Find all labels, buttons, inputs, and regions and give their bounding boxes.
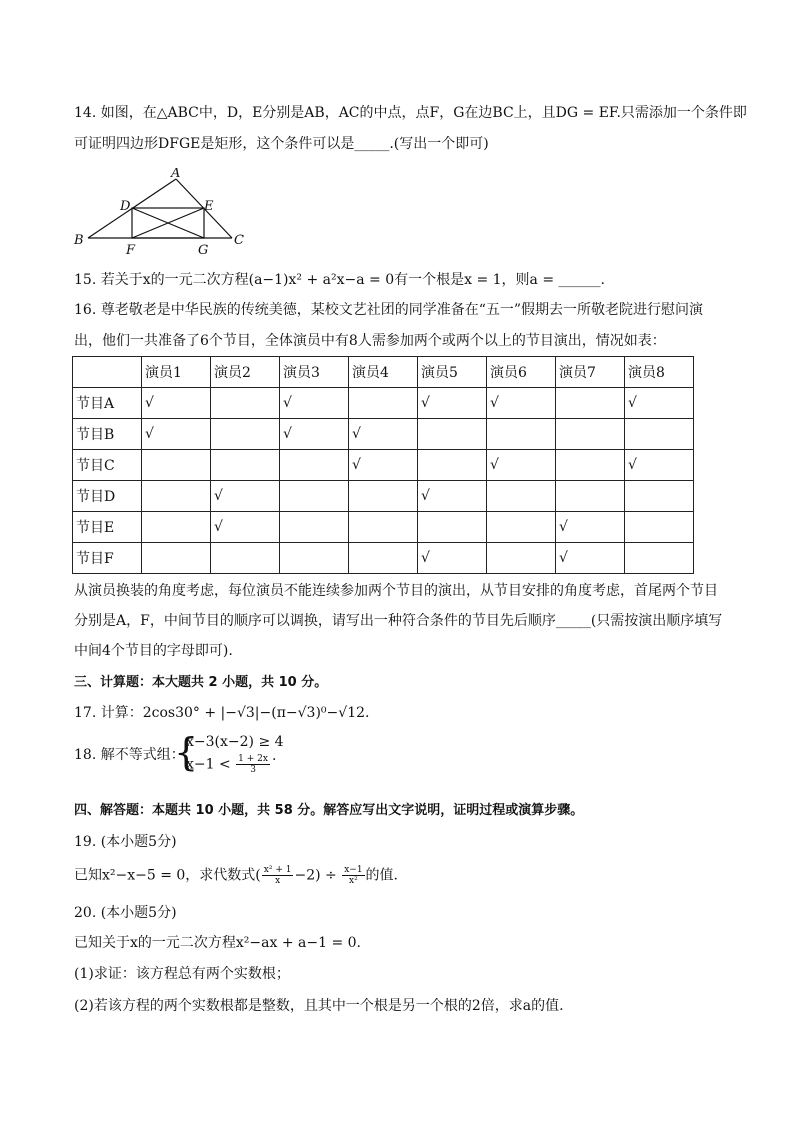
table-row <box>73 512 694 543</box>
label-e: E <box>204 199 214 214</box>
fraction-numerator: 1 + 2x <box>238 754 268 764</box>
q14-line2: 可证明四边形DFGE是矩形，这个条件可以是_____.(写出一个即可) <box>74 136 489 152</box>
q20-part1: (1)求证：该方程总有两个实数根； <box>74 966 290 982</box>
fraction-numerator: x−1 <box>344 865 363 875</box>
section3-heading: 三、计算题：本大题共 2 小题，共 10 分。 <box>74 675 328 690</box>
table-cell: √ <box>349 450 418 481</box>
table-cell <box>625 512 694 543</box>
table-cell <box>487 419 556 450</box>
table-cell: √ <box>487 450 556 481</box>
table-cell <box>142 450 211 481</box>
table-cell <box>349 388 418 419</box>
table-cell <box>349 512 418 543</box>
column-header: 演员2 <box>211 357 280 388</box>
q18-fraction <box>236 754 270 775</box>
q19-text-a: 已知x²−x−5 = 0，求代数式( <box>74 867 261 884</box>
table-cell <box>280 481 349 512</box>
column-header: 演员6 <box>487 357 556 388</box>
q16-after1: 从演员换装的角度考虑，每位演员不能连续参加两个节目的演出，从节目安排的角度考虑，首尾两个节目 <box>74 583 718 599</box>
table-cell <box>280 543 349 574</box>
q20-part2: (2)若该方程的两个实数根都是整数，且其中一个根是另一个根的2倍，求a的值. <box>74 998 564 1014</box>
table-cell <box>211 388 280 419</box>
fraction-denominator: x² <box>349 876 358 886</box>
brace-symbol: { <box>174 730 199 774</box>
actor-program-table <box>72 356 694 574</box>
q18-label: 18. 解不等式组： <box>74 747 185 763</box>
q19-text <box>74 865 398 886</box>
table-corner <box>73 357 142 388</box>
table-cell <box>280 450 349 481</box>
table-cell: √ <box>487 388 556 419</box>
table-cell <box>625 543 694 574</box>
table-header-row <box>73 357 694 388</box>
q20-stem: 已知关于x的一元二次方程x²−ax + a−1 = 0. <box>74 935 361 951</box>
table-cell <box>418 512 487 543</box>
table-cell: √ <box>556 543 625 574</box>
column-header: 演员8 <box>625 357 694 388</box>
table-cell <box>349 481 418 512</box>
table-cell: √ <box>418 481 487 512</box>
table-cell <box>280 512 349 543</box>
fraction-denominator: 3 <box>250 765 256 775</box>
label-g: G <box>198 243 209 258</box>
triangle-figure <box>72 168 252 258</box>
column-header: 演员7 <box>556 357 625 388</box>
table-cell: √ <box>556 512 625 543</box>
table-row <box>73 419 694 450</box>
label-b: B <box>74 233 84 248</box>
q18-ineq2-left: x−1 < <box>186 756 231 773</box>
q14-line1: 14. 如图，在△ABC中，D，E分别是AB，AC的中点，点F，G在边BC上，且DG = EF.只需添加一个条件即 <box>74 105 747 121</box>
table-cell: √ <box>211 481 280 512</box>
table-cell <box>211 450 280 481</box>
q18-tail: . <box>272 748 277 764</box>
table-cell <box>487 543 556 574</box>
table-cell: √ <box>211 512 280 543</box>
table-row <box>73 543 694 574</box>
q16-after3: 中间4个节目的字母即可). <box>74 643 233 659</box>
q19-text-b: −2) ÷ <box>294 867 342 884</box>
q20-title: 20. (本小题5分) <box>74 905 177 921</box>
q19-title: 19. (本小题5分) <box>74 834 177 850</box>
table-cell <box>142 481 211 512</box>
q19-fraction2 <box>342 865 364 886</box>
table-row <box>73 450 694 481</box>
q16-after2: 分别是A，F，中间节目的顺序可以调换，请写出一种符合条件的节目先后顺序_____(只需按演出顺序填写 <box>74 613 723 629</box>
table-cell <box>142 512 211 543</box>
table-cell <box>349 543 418 574</box>
table-cell: √ <box>280 419 349 450</box>
table-cell <box>556 388 625 419</box>
table-cell <box>142 543 211 574</box>
row-header: 节目B <box>73 419 142 450</box>
column-header: 演员1 <box>142 357 211 388</box>
fraction-numerator: x² + 1 <box>263 865 292 875</box>
row-header: 节目C <box>73 450 142 481</box>
label-f: F <box>126 243 136 258</box>
row-header: 节目E <box>73 512 142 543</box>
table-cell: √ <box>349 419 418 450</box>
table-cell <box>556 419 625 450</box>
table-row <box>73 481 694 512</box>
q16-line1: 16. 尊老敬老是中华民族的传统美德，某校文艺社团的同学准备在“五一”假期去一所敬老院进行慰问演 <box>74 302 704 318</box>
table-cell: √ <box>418 388 487 419</box>
table-cell: √ <box>418 543 487 574</box>
label-a: A <box>171 168 181 181</box>
table-cell: √ <box>280 388 349 419</box>
q16-line2: 出，他们一共准备了6个节目，全体演员中有8人需参加两个或两个以上的节目演出，情况如表： <box>74 333 666 349</box>
q18-ineq1: x−3(x−2) ≥ 4 <box>186 734 284 750</box>
q15-text: 15. 若关于x的一元二次方程(a−1)x² + a²x−a = 0有一个根是x = 1，则a = ______. <box>74 272 605 288</box>
table-cell <box>211 419 280 450</box>
section4-heading: 四、解答题：本题共 10 小题，共 58 分。解答应写出文字说明，证明过程或演算步骤。 <box>74 803 584 818</box>
table-cell: √ <box>625 450 694 481</box>
q17-text: 17. 计算：2cos30° + |−√3|−(π−√3)⁰−√12. <box>74 705 370 721</box>
label-d: D <box>120 199 131 214</box>
label-c: C <box>234 233 244 248</box>
table-cell <box>418 419 487 450</box>
fraction-denominator: x <box>275 876 281 886</box>
q19-fraction1 <box>262 865 294 886</box>
q18-ineq2 <box>186 754 271 775</box>
table-cell <box>418 450 487 481</box>
column-header: 演员3 <box>280 357 349 388</box>
table-cell <box>625 481 694 512</box>
table-cell <box>556 450 625 481</box>
table-cell <box>487 512 556 543</box>
column-header: 演员5 <box>418 357 487 388</box>
table-cell <box>625 419 694 450</box>
row-header: 节目A <box>73 388 142 419</box>
table-cell <box>211 543 280 574</box>
q19-text-c: 的值. <box>365 867 398 884</box>
table-cell <box>556 481 625 512</box>
table-cell: √ <box>142 388 211 419</box>
row-header: 节目F <box>73 543 142 574</box>
row-header: 节目D <box>73 481 142 512</box>
table-cell <box>487 481 556 512</box>
column-header: 演员4 <box>349 357 418 388</box>
table-row <box>73 388 694 419</box>
table-cell: √ <box>142 419 211 450</box>
table-cell: √ <box>625 388 694 419</box>
